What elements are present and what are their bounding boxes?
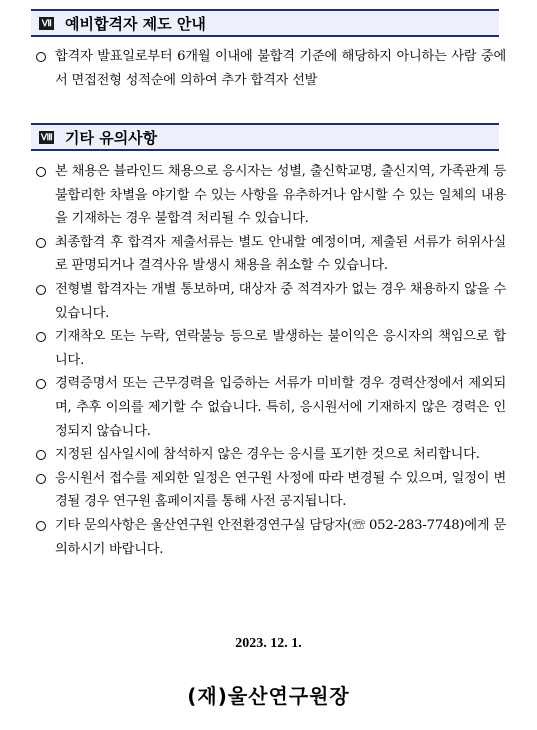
list-item: 최종합격 후 합격자 제출서류는 별도 안내할 예정이며, 제출된 서류가 허위사실로 판명되거나 결격사유 발생시 채용을 취소할 수 있습니다. bbox=[36, 231, 506, 278]
reserve-list bbox=[36, 45, 506, 92]
list-item: 경력증명서 또는 근무경력을 입증하는 서류가 미비할 경우 경력산정에서 제외되며, 추후 이의를 제기할 수 없습니다. 특히, 응시원서에 기재하지 않은 경력은 인정되지 않습니다. bbox=[36, 372, 506, 443]
circle-bullet-icon bbox=[36, 521, 46, 531]
section-number: Ⅷ bbox=[40, 132, 53, 142]
section-header-reserve bbox=[31, 9, 499, 37]
circle-bullet-icon bbox=[36, 52, 46, 62]
section-number: Ⅶ bbox=[39, 17, 54, 30]
circle-bullet-icon bbox=[36, 285, 46, 295]
section-title: 기타 유의사항 bbox=[65, 129, 158, 147]
announcement-date: 2023. 12. 1. bbox=[235, 636, 302, 651]
section-title: 예비합격자 제도 안내 bbox=[65, 15, 206, 33]
list-item: 기재착오 또는 누락, 연락불능 등으로 발생하는 불이익은 응시자의 책임으로 합니다. bbox=[36, 325, 506, 372]
circle-bullet-icon bbox=[36, 450, 46, 460]
list-item: 본 채용은 블라인드 채용으로 응시자는 성별, 출신학교명, 출신지역, 가족관계 등 불합리한 차별을 야기할 수 있는 사항을 유추하거나 암시할 수 있는 일체의 내용을 기재하는 경우 불합격 처리될 수 있습니다. bbox=[36, 160, 506, 231]
notes-list bbox=[36, 160, 506, 561]
circle-bullet-icon bbox=[36, 238, 46, 248]
list-item: 합격자 발표일로부터 6개월 이내에 불합격 기준에 해당하지 아니하는 사람 중에서 면접전형 성적순에 의하여 추가 합격자 선발 bbox=[36, 45, 506, 92]
list-item: 응시원서 접수를 제외한 일정은 연구원 사정에 따라 변경될 수 있으며, 일정이 변경될 경우 연구원 홈페이지를 통해 사전 공지됩니다. bbox=[36, 467, 506, 514]
organization-name: (재)울산연구원장 bbox=[187, 684, 350, 708]
circle-bullet-icon bbox=[36, 167, 46, 177]
circle-bullet-icon bbox=[36, 474, 46, 484]
circle-bullet-icon bbox=[36, 379, 46, 389]
list-item: 전형별 합격자는 개별 통보하며, 대상자 중 적격자가 없는 경우 채용하지 않을 수 있습니다. bbox=[36, 278, 506, 325]
list-item: 지정된 심사일시에 참석하지 않은 경우는 응시를 포기한 것으로 처리합니다. bbox=[36, 443, 506, 467]
section-header-notes bbox=[31, 123, 499, 151]
list-item: 기타 문의사항은 울산연구원 안전환경연구실 담당자(☏ 052-283-7748)에게 문의하시기 바랍니다. bbox=[36, 514, 506, 561]
circle-bullet-icon bbox=[36, 332, 46, 342]
